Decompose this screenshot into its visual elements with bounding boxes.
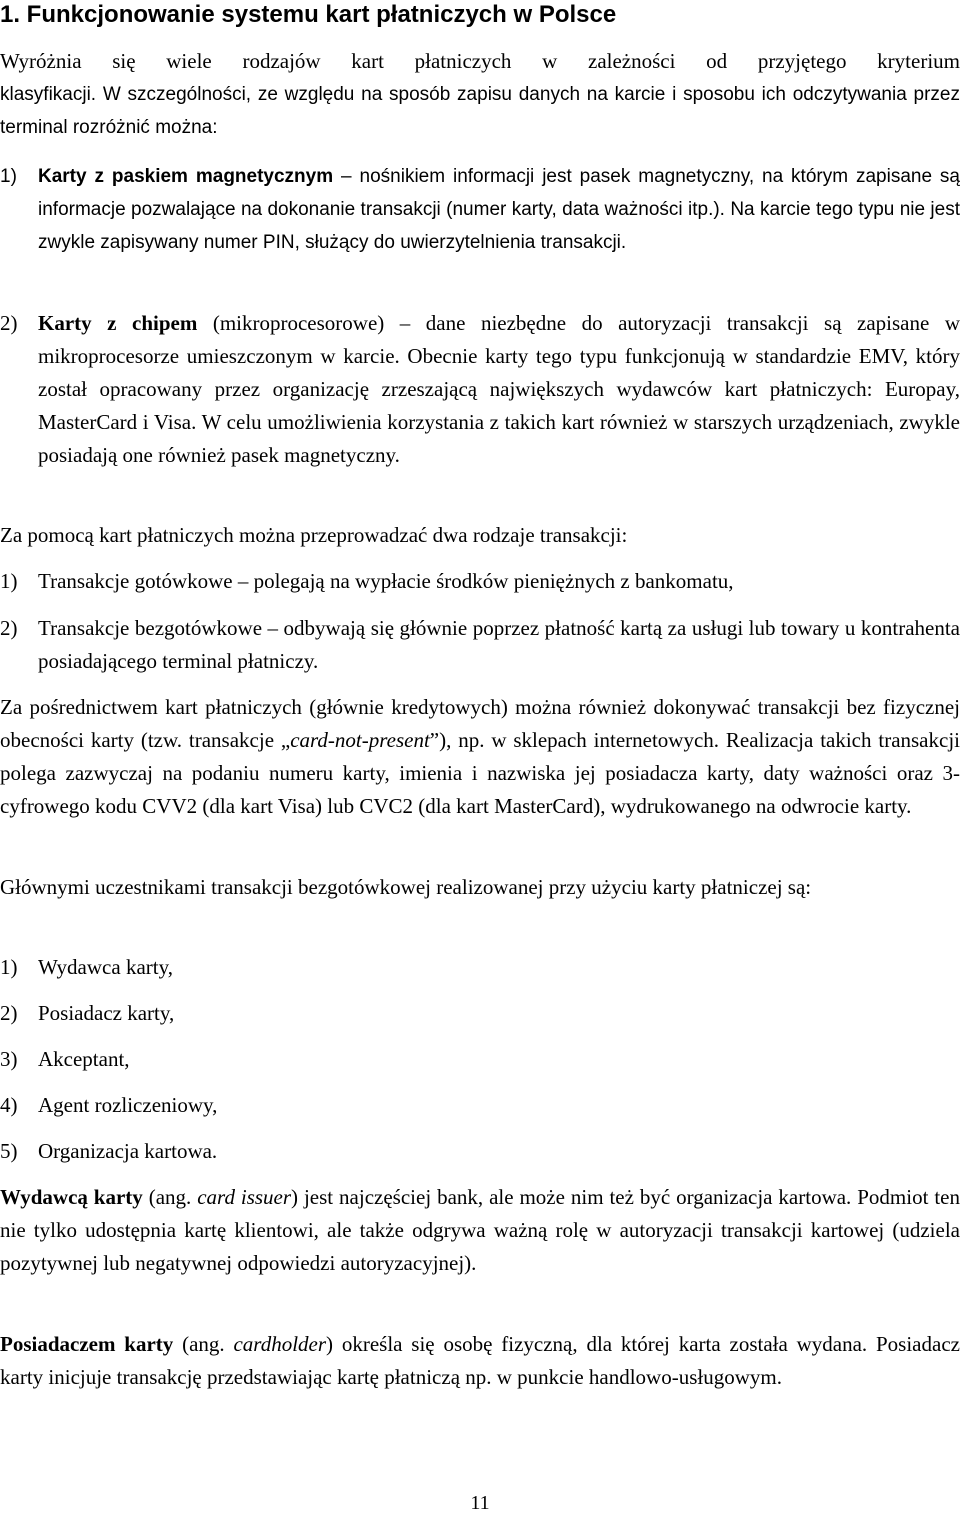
- item-text: Posiadacz karty,: [38, 1001, 175, 1025]
- issuer-paragraph: [0, 1181, 960, 1280]
- holder-italic-term: cardholder: [233, 1332, 327, 1356]
- holder-paragraph: [0, 1328, 960, 1394]
- holder-text-pre: (ang.: [173, 1332, 234, 1356]
- list-number: 2): [0, 616, 18, 640]
- definition-text: – nośnikiem informacji jest pasek magnetyczny, na którym zapisane są informacje pozwalające na dokonanie transakcji (numer karty, data ważności itp.). Na karcie tego typu nie jest zwykle zapisywany numer PIN, służący do uwierzytelnienia transakcji.: [38, 166, 960, 253]
- intro-line-1: Wyróżnia się wiele rodzajów kart płatniczych w zależności od przyjętego kryterium: [0, 49, 960, 73]
- card-not-present-paragraph: [0, 691, 960, 823]
- item-text: Organizacja kartowa.: [38, 1139, 218, 1163]
- card-type-chip: [0, 307, 960, 472]
- list-number: 1): [0, 569, 18, 593]
- item-text: Transakcje bezgotówkowe – odbywają się głównie poprzez płatność kartą za usługi lub towary u kontrahenta posiadającego terminal płatniczy.: [38, 616, 960, 673]
- item-text: Transakcje gotówkowe – polegają na wypłacie środków pieniężnych z bankomatu,: [38, 569, 734, 593]
- list-number: 4): [0, 1093, 18, 1117]
- item-text: Agent rozliczeniowy,: [38, 1093, 218, 1117]
- list-number: 5): [0, 1139, 18, 1163]
- list-number: 3): [0, 1047, 18, 1071]
- page-number: 11: [470, 1492, 490, 1514]
- participants-intro: Głównymi uczestnikami transakcji bezgotówkowej realizowanej przy użyciu karty płatniczej są:: [0, 875, 812, 899]
- definition-text: (mikroprocesorowe) – dane niezbędne do autoryzacji transakcji są zapisane w mikroprocesorze umieszczonym w karcie. Obecnie karty tego typu funkcjonują w standardzie EMV, który został opracowany przez organizację zrzeszającą największych wydawców kart płatniczych: Europay, MasterCard i Visa. W celu umożliwienia korzystania z takich kart również w starszych urządzeniach, zwykle posiadają one również pasek magnetyczny.: [38, 311, 960, 467]
- issuer-italic-term: card issuer: [197, 1185, 292, 1209]
- participant-item: [0, 951, 960, 984]
- list-number: 1): [0, 955, 18, 979]
- holder-term: Posiadaczem karty: [0, 1332, 174, 1356]
- item-text: Wydawca karty,: [38, 955, 173, 979]
- cnp-text-2: ”), np. w sklepach internetowych. Realizacja takich transakcji polega zazwyczaj na podaniu numeru karty, imienia i nazwiska jej posiadacza karty, daty ważności oraz 3-cyfrowego kodu CVV2 (dla kart Visa) lub CVC2 (dla kart MasterCard), wydrukowanego na odwrocie karty.: [0, 728, 960, 818]
- participant-item: [0, 997, 960, 1030]
- transaction-cashless: [0, 612, 960, 678]
- cnp-text-1: Za pośrednictwem kart płatniczych (głównie kredytowych) można również dokonywać transakcji bez fizycznej obecności karty (tzw. transakcje „: [0, 695, 960, 752]
- intro-paragraph: klasyfikacji. W szczególności, ze względu na sposób zapisu danych na karcie i sposobu ich odczytywania przez terminal rozróżnić można:: [0, 84, 960, 138]
- issuer-term: Wydawcą karty: [0, 1185, 143, 1209]
- cnp-italic-term: card-not-present: [290, 728, 430, 752]
- term-bold: Karty z paskiem magnetycznym: [38, 166, 334, 187]
- card-type-magnetic: [0, 160, 960, 259]
- holder-text: ) określa się osobę fizyczną, dla której karta została wydana. Posiadacz karty inicjuje transakcję przedstawiając kartę płatniczą np. w punkcie handlowo-usługowym.: [0, 1332, 960, 1389]
- participant-item: [0, 1135, 960, 1168]
- list-number: 1): [0, 166, 17, 187]
- item-text: Akceptant,: [38, 1047, 130, 1071]
- transactions-intro: Za pomocą kart płatniczych można przeprowadzać dwa rodzaje transakcji:: [0, 523, 628, 547]
- list-number: 2): [0, 1001, 18, 1025]
- participant-item: [0, 1043, 960, 1076]
- participant-item: [0, 1089, 960, 1122]
- section-heading: 1. Funkcjonowanie systemu kart płatniczych w Polsce: [0, 1, 617, 28]
- transaction-cash: [0, 565, 960, 598]
- term-bold: Karty z chipem: [38, 311, 198, 335]
- issuer-text: ) jest najczęściej bank, ale może nim też być organizacja kartowa. Podmiot ten nie tylko udostępnia kartę klientowi, ale także odgrywa ważną rolę w autoryzacji transakcji kartowej (udziela pozytywnej lub negatywnej odpowiedzi autoryzacyjnej).: [0, 1185, 960, 1275]
- list-number: 2): [0, 311, 18, 335]
- issuer-text-pre: (ang.: [142, 1185, 198, 1209]
